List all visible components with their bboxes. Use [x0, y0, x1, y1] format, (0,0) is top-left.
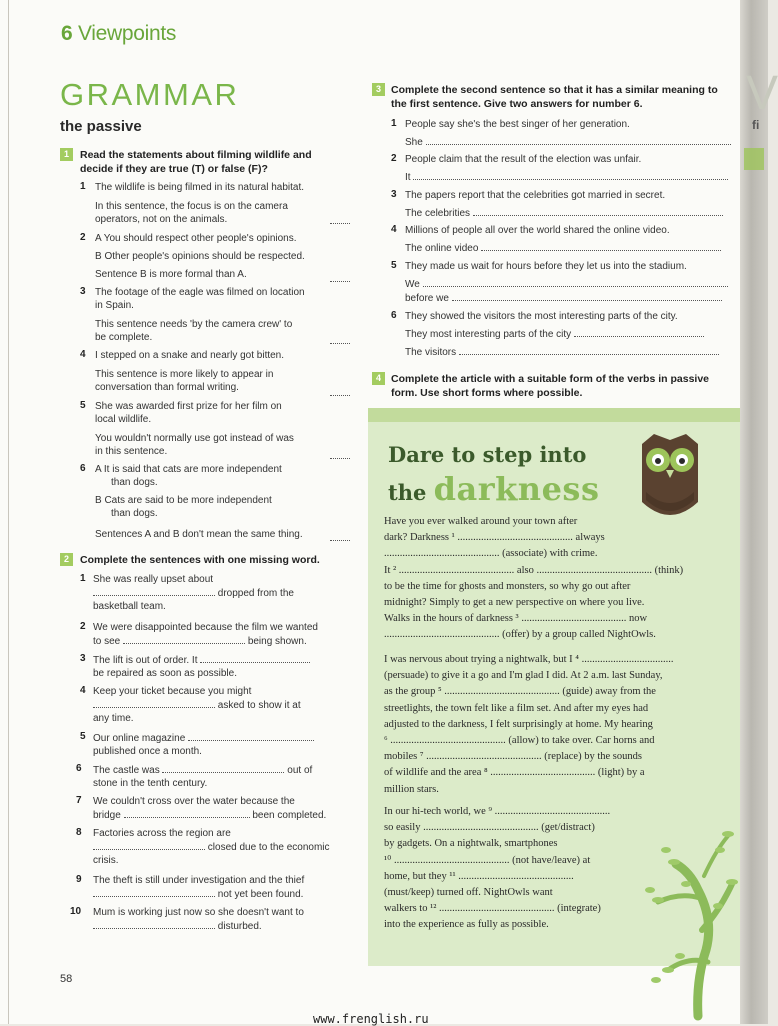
blank[interactable]	[188, 731, 314, 741]
sentence: The papers report that the celebrities got married in secret. The celebrities	[405, 189, 740, 220]
answer-blank[interactable]	[330, 222, 350, 224]
item-number: 6	[76, 763, 82, 774]
comment: Sentences A and B don't mean the same thing.	[95, 529, 303, 540]
item-number: 2	[80, 232, 86, 243]
sentence: The castle was out of stone in the tenth century.	[93, 765, 313, 789]
answer-blank[interactable]	[330, 342, 350, 344]
blank[interactable]	[93, 586, 215, 596]
item-number: 1	[391, 118, 397, 129]
sentence: Factories across the region are closed due to the economic crisis.	[93, 828, 330, 866]
blank[interactable]	[93, 919, 215, 929]
item-number: 4	[391, 224, 397, 235]
item-number: 9	[76, 874, 82, 885]
item-number: 3	[80, 653, 86, 664]
page-gutter	[740, 0, 778, 1024]
exercise-instruction: Complete the sentences with one missing word.	[80, 554, 320, 566]
article-title-line1: Dare to step into	[388, 442, 587, 467]
exercise-badge: 3	[372, 83, 385, 96]
item-number: 4	[80, 685, 86, 696]
statement: A It is said that cats are more independent than dogs. B Cats are said to be more independent than dogs.	[95, 464, 282, 519]
article-top-strip	[368, 408, 740, 422]
statement: The wildlife is being filmed in its natural habitat.	[95, 182, 304, 193]
comment: You wouldn't normally use got instead of was in this sentence.	[95, 433, 294, 457]
blank[interactable]	[162, 763, 284, 773]
answer-blank[interactable]	[330, 394, 350, 396]
item-number: 1	[80, 573, 86, 584]
exercise-instruction: Read the statements about filming wildlife and decide if they are true (T) or false (F)?	[80, 149, 312, 175]
page-number: 58	[60, 973, 73, 985]
item-number: 2	[391, 153, 397, 164]
article-paragraph-3: In our hi-tech world, we ⁹ ............................................ so easily ............................................ (get/distract) by gadgets. On a nightwalk, smartphones ¹⁰ ............................................ (not have/leave) at home, but they ¹¹ ............................................ (must/keep) turned off. NightOwls want walkers to ¹² ............................................ (integrate) into the experience as fully as possible.	[384, 806, 611, 931]
next-page-letters: fi	[752, 118, 760, 132]
sentence: Millions of people all over the world shared the online video. The online video	[405, 224, 740, 255]
blank[interactable]	[124, 808, 250, 818]
sentence: Keep your ticket because you might asked to show it at any time.	[93, 686, 301, 724]
blank[interactable]	[93, 840, 205, 850]
sentence: We were disappointed because the film we wanted to see being shown.	[93, 622, 318, 647]
blank[interactable]	[93, 887, 215, 897]
comment: Sentence B is more formal than A.	[95, 269, 247, 280]
blank[interactable]	[123, 634, 245, 644]
item-number: 6	[80, 463, 86, 474]
item-number: 1	[80, 181, 86, 192]
answer-blank[interactable]	[330, 280, 350, 282]
article-paragraph-1: Have you ever walked around your town after dark? Darkness ¹ ............................................ always ............................................ (associate) with crime. It ² ............................................ also ............................................ (think) to be the time for ghosts and monsters, so why go out after midnight? Simply to get a new perspective on where you live. Walks in the hours of darkness ³ ........................................ now ............................................ (offer) by a group called NightOwls.	[384, 516, 684, 641]
article-title-line2: the darkness	[388, 470, 600, 508]
blank[interactable]	[481, 241, 721, 251]
item-number: 5	[80, 731, 86, 742]
blank[interactable]	[426, 135, 731, 145]
item-number: 6	[391, 310, 397, 321]
exercise-badge: 4	[372, 372, 385, 385]
item-number: 3	[391, 189, 397, 200]
exercise-instruction: Complete the second sentence so that it has a similar meaning to the first sentence. Give two answers for number 6.	[391, 84, 718, 110]
exercise-badge: 1	[60, 148, 73, 161]
next-page-letter: V	[746, 67, 778, 120]
statement: A You should respect other people's opinions. B Other people's opinions should be respected.	[95, 233, 305, 262]
sentence: The theft is still under investigation and the thief not yet been found.	[93, 875, 305, 900]
item-number: 2	[80, 621, 86, 632]
item-number: 7	[76, 795, 82, 806]
sentence: They made us wait for hours before they let us into the stadium. We before we	[405, 260, 740, 305]
answer-blank[interactable]	[330, 457, 350, 459]
blank[interactable]	[452, 291, 722, 301]
blank[interactable]	[413, 170, 728, 180]
item-number: 4	[80, 349, 86, 360]
item-number: 8	[76, 827, 82, 838]
sentence: People claim that the result of the election was unfair. It	[405, 153, 735, 184]
source-url: www.frenglish.ru	[313, 1012, 429, 1026]
sentence: We couldn't cross over the water because the bridge been completed.	[93, 796, 327, 821]
section-subtitle: the passive	[60, 118, 142, 135]
blank[interactable]	[200, 653, 310, 663]
comment: This sentence needs 'by the camera crew' to be complete.	[95, 319, 293, 343]
statement: The footage of the eagle was filmed on location in Spain.	[95, 287, 305, 311]
sentence: They showed the visitors the most interesting parts of the city. They most interesting parts of the city The visitors	[405, 310, 740, 359]
sentence: Our online magazine published once a month.	[93, 731, 363, 758]
sentence: People say she's the best singer of her generation. She	[405, 118, 735, 149]
next-page-badge	[744, 148, 764, 170]
exercise-instruction: Complete the article with a suitable form of the verbs in passive form. Use short forms where possible.	[391, 373, 709, 399]
tree-illustration	[628, 780, 740, 1016]
item-number: 5	[391, 260, 397, 271]
blank[interactable]	[459, 345, 719, 355]
item-number: 5	[80, 400, 86, 411]
blank[interactable]	[423, 277, 728, 287]
page-edge-line	[8, 0, 9, 1024]
item-number: 3	[80, 286, 86, 297]
exercise-badge: 2	[60, 553, 73, 566]
comment: This sentence is more likely to appear in conversation than formal writing.	[95, 369, 274, 393]
answer-blank[interactable]	[330, 539, 350, 541]
sentence: She was really upset about dropped from the basketball team.	[93, 574, 294, 612]
statement: I stepped on a snake and nearly got bitten.	[95, 350, 285, 361]
sentence: Mum is working just now so she doesn't want to disturbed.	[93, 907, 304, 932]
sentence: The lift is out of order. It be repaired as soon as possible.	[93, 653, 363, 680]
unit-header: 6 Viewpoints	[61, 22, 177, 45]
owl-icon	[636, 432, 704, 524]
blank[interactable]	[93, 698, 215, 708]
item-number: 10	[70, 906, 82, 917]
section-title: GRAMMAR	[60, 77, 240, 112]
blank[interactable]	[473, 206, 723, 216]
article-paragraph-2: I was nervous about trying a nightwalk, but I ⁴ ................................... (persuade) to give it a go and I'm glad I did. At 2 a.m. last Sunday, as the group ⁵ ............................................ (guide) away from the streetlights, the town felt like a film set. And after my eyes had adjusted to the darkness, I felt surprisingly at home. My hearing ⁶ ............................................ (allow) to take over. Car horns and mobiles ⁷ ............................................ (replace) by the sounds of wildlife and the area ⁸ ........................................ (light) by a million stars.	[384, 654, 674, 795]
statement: She was awarded first prize for her film on local wildlife.	[95, 401, 282, 425]
blank[interactable]	[574, 327, 704, 337]
comment: In this sentence, the focus is on the camera operators, not on the animals.	[95, 201, 288, 225]
